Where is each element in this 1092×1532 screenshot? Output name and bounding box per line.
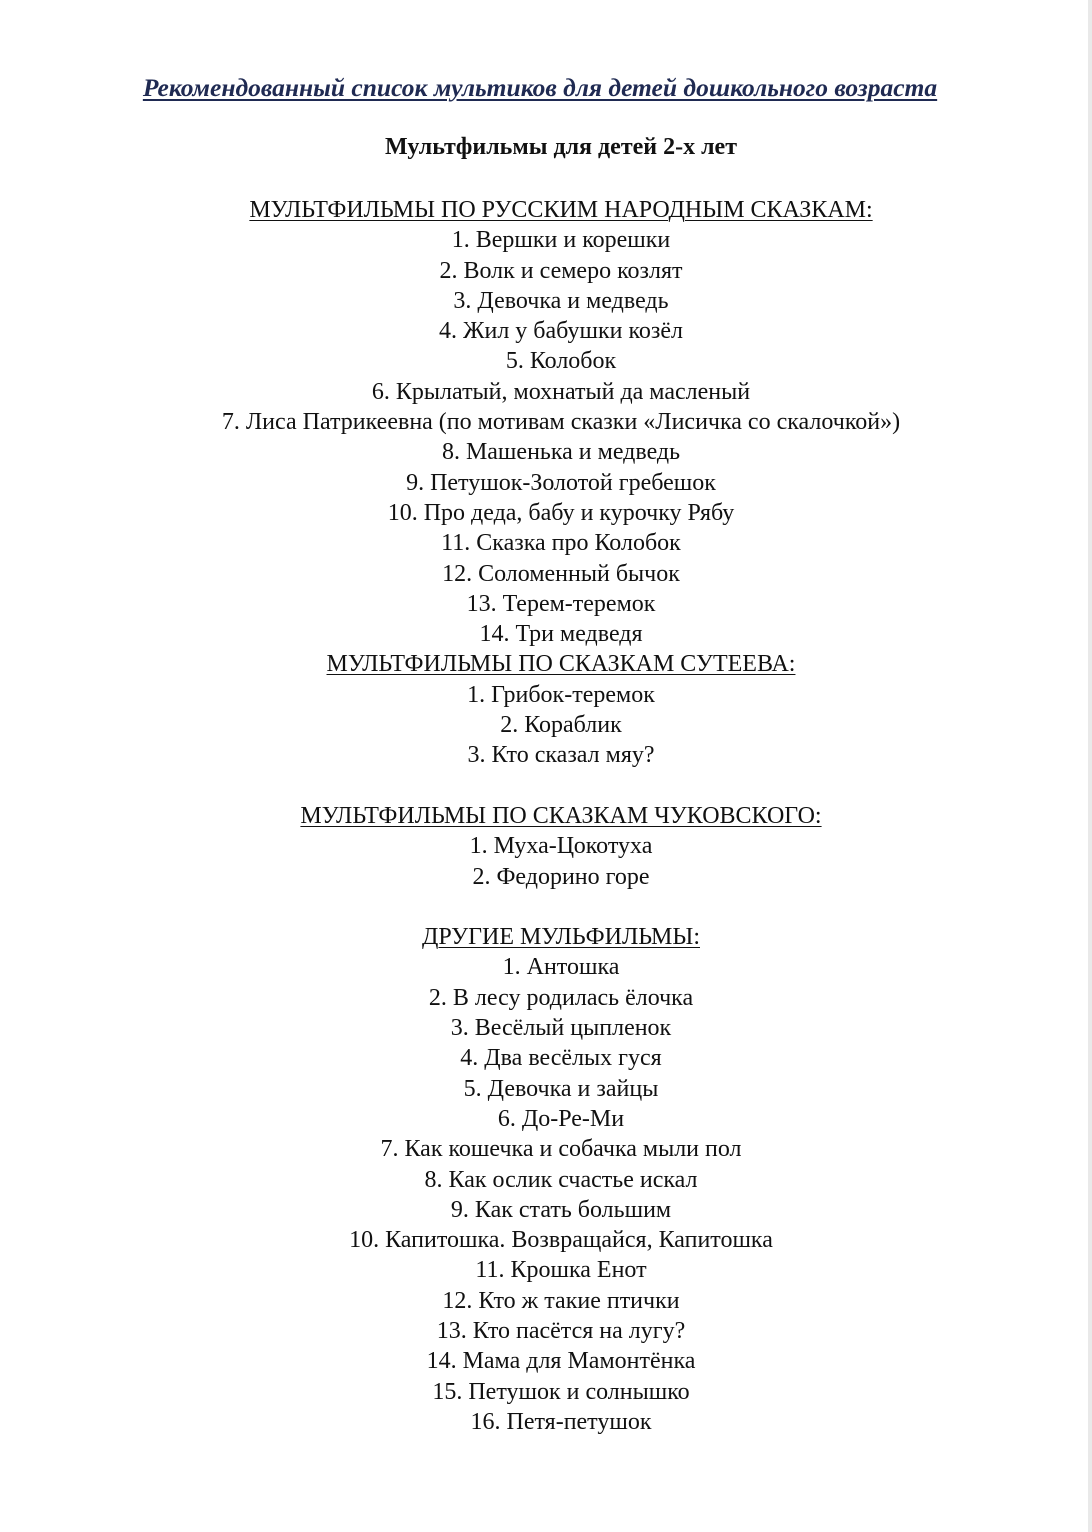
list-item: 12. Кто ж такие птички	[442, 1287, 680, 1314]
list-item: 8. Как ослик счастье искал	[424, 1166, 698, 1193]
list-item: 9. Как стать большим	[450, 1196, 672, 1223]
list-item: 4. Жил у бабушки козёл	[438, 318, 684, 345]
list-item: 16. Петя-петушок	[470, 1408, 652, 1435]
list-item: 13. Кто пасётся на лугу?	[436, 1317, 686, 1344]
list-item: 9. Петушок-Золотой гребешок	[406, 469, 716, 496]
list-item: 3. Девочка и медведь	[453, 287, 669, 314]
list-item: 2. Федорино горе	[472, 863, 650, 890]
list-item: 1. Вершки и корешки	[451, 227, 671, 254]
list-item: 10. Про деда, бабу и курочку Рябу	[387, 499, 735, 526]
list-item: 3. Весёлый цыпленок	[450, 1015, 672, 1042]
list-item: 14. Мама для Мамонтёнка	[426, 1348, 696, 1375]
list-item: 3. Кто сказал мяу?	[467, 742, 655, 769]
list-item: 15. Петушок и солнышко	[432, 1378, 690, 1405]
list-item: 10. Капитошка. Возвращайся, Капитошка	[349, 1227, 773, 1254]
document-body	[0, 195, 1092, 1437]
list-item: 2. Кораблик	[500, 712, 622, 739]
list-item: 5. Девочка и зайцы	[463, 1075, 659, 1102]
list-item: 11. Крошка Енот	[475, 1257, 647, 1284]
list-item: 7. Как кошечка и собачка мыли пол	[380, 1136, 742, 1163]
list-item: 5. Колобок	[505, 348, 617, 375]
list-item: 1. Муха-Цокотуха	[469, 833, 653, 860]
list-item: 4. Два весёлых гуся	[460, 1045, 662, 1072]
section-heading-russian-folk: МУЛЬТФИЛЬМЫ ПО РУССКИМ НАРОДНЫМ СКАЗКАМ:	[249, 197, 873, 223]
list-item: 6. До-Ре-Ми	[497, 1105, 625, 1132]
section-spacer	[0, 892, 1092, 922]
list-item: 1. Грибок-теремок	[467, 681, 655, 708]
list-item: 14. Три медведя	[479, 621, 643, 648]
list-item: 2. Волк и семеро козлят	[439, 257, 683, 284]
list-item: 2. В лесу родилась ёлочка	[428, 984, 694, 1011]
list-item: 7. Лиса Патрикеевна (по мотивам сказки «Лисичка со скалочкой»)	[221, 409, 901, 436]
section-heading-other: ДРУГИЕ МУЛЬФИЛЬМЫ:	[422, 924, 700, 951]
list-item: 8. Машенька и медведь	[441, 439, 681, 466]
document-subtitle: Мультфильмы для детей 2-х лет	[385, 134, 737, 160]
list-item: 6. Крылатый, мохнатый да масленый	[371, 378, 751, 405]
document-title: Рекомендованный список мультиков для детей дошкольного возраста	[142, 73, 938, 102]
list-item: 1. Антошка	[502, 954, 620, 981]
list-item: 13. Терем-теремок	[466, 590, 656, 617]
list-item: 11. Сказка про Колобок	[441, 530, 681, 557]
section-spacer	[0, 771, 1092, 801]
section-heading-chukovsky: МУЛЬТФИЛЬМЫ ПО СКАЗКАМ ЧУКОВСКОГО:	[300, 802, 822, 829]
section-heading-suteev: МУЛЬТФИЛЬМЫ ПО СКАЗКАМ СУТЕЕВА:	[326, 651, 796, 678]
list-item: 12. Соломенный бычок	[442, 560, 680, 587]
